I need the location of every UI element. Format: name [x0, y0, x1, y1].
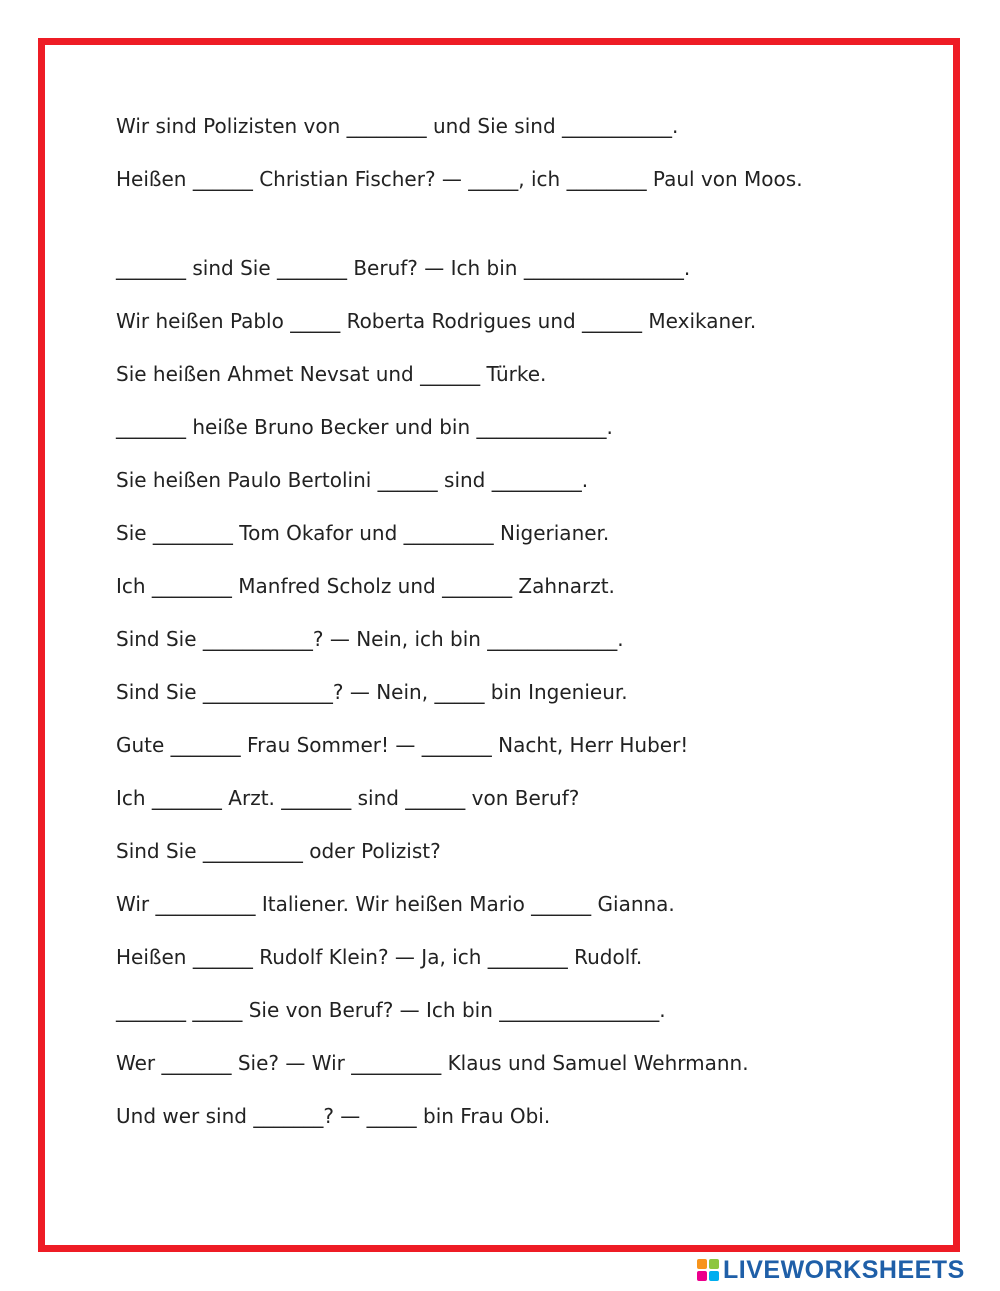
logo-square [697, 1271, 707, 1281]
liveworksheets-footer [697, 1255, 965, 1285]
logo-square [709, 1259, 719, 1269]
sentence-line: Und wer sind _______? — _____ bin Frau Obi. [116, 1104, 551, 1128]
worksheet-lines [116, 108, 896, 1151]
sentence-line: _______ sind Sie _______ Beruf? — Ich bin ________________. [116, 256, 691, 280]
sentence-line: _______ heiße Bruno Becker und bin _____________. [116, 415, 613, 439]
logo-square [697, 1259, 707, 1269]
sentence-line: Heißen ______ Rudolf Klein? — Ja, ich ________ Rudolf. [116, 945, 643, 969]
sentence-line: Sie heißen Ahmet Nevsat und ______ Türke. [116, 362, 547, 386]
sentence-line: _______ _____ Sie von Beruf? — Ich bin ________________. [116, 998, 666, 1022]
brand-name: LIVEWORKSHEETS [723, 1255, 965, 1284]
sentence-line: Heißen ______ Christian Fischer? — _____, ich ________ Paul von Moos. [116, 167, 803, 191]
sentence-line: Wir heißen Pablo _____ Roberta Rodrigues und ______ Mexikaner. [116, 309, 757, 333]
sentence-line: Sind Sie ___________? — Nein, ich bin _____________. [116, 627, 624, 651]
sentence-line: Sind Sie _____________? — Nein, _____ bin Ingenieur. [116, 680, 628, 704]
liveworksheets-logo-icon [697, 1259, 719, 1281]
sentence-line: Ich _______ Arzt. _______ sind ______ von Beruf? [116, 786, 580, 810]
sentence-line: Wir sind Polizisten von ________ und Sie sind ___________. [116, 114, 679, 138]
sentence-line: Sie heißen Paulo Bertolini ______ sind _________. [116, 468, 589, 492]
sentence-line: Gute _______ Frau Sommer! — _______ Nacht, Herr Huber! [116, 733, 689, 757]
sentence-line: Wir __________ Italiener. Wir heißen Mario ______ Gianna. [116, 892, 675, 916]
sentence-line: Sie ________ Tom Okafor und _________ Nigerianer. [116, 521, 610, 545]
sentence-line: Sind Sie __________ oder Polizist? [116, 839, 441, 863]
sentence-line: Wer _______ Sie? — Wir _________ Klaus und Samuel Wehrmann. [116, 1051, 749, 1075]
logo-square [709, 1271, 719, 1281]
sentence-line: Ich ________ Manfred Scholz und _______ Zahnarzt. [116, 574, 615, 598]
